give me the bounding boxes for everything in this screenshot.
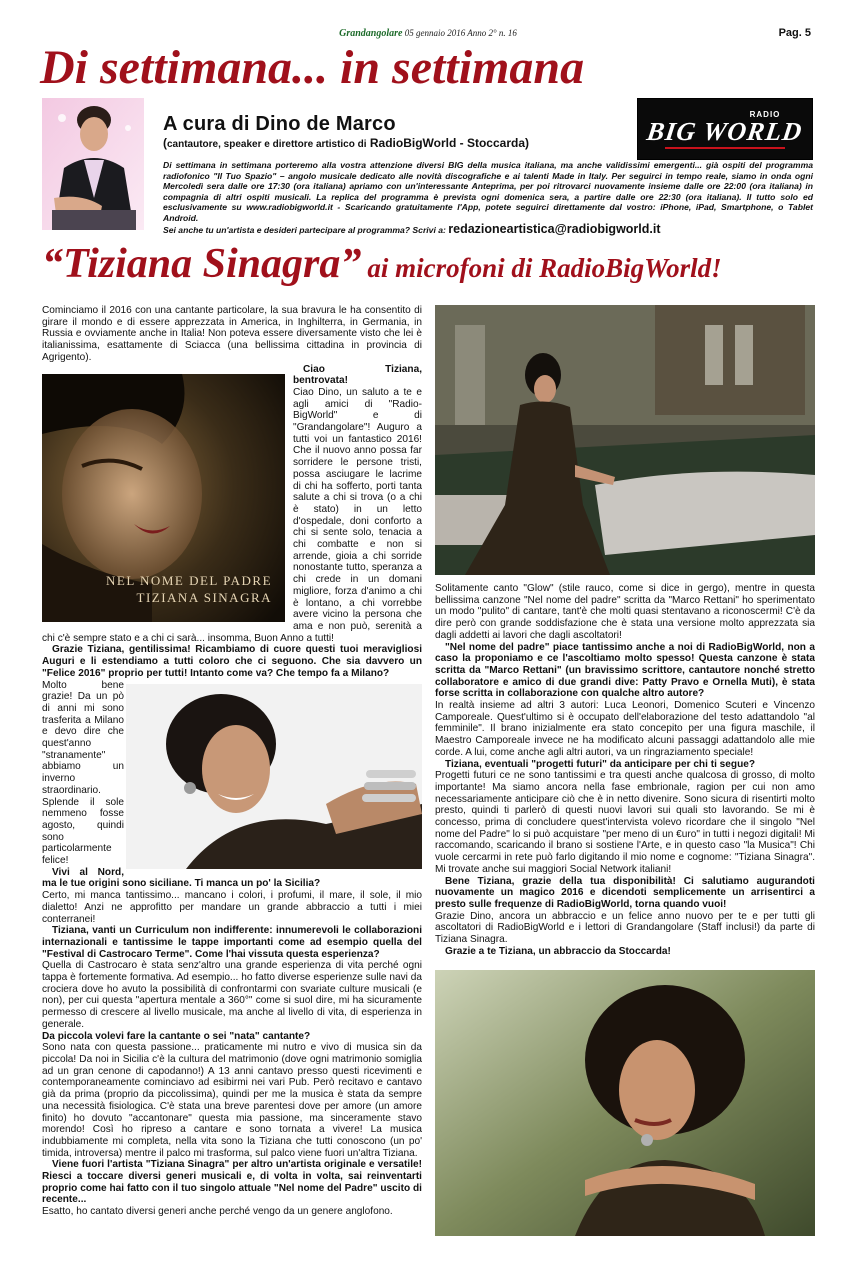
cd-cover-title <box>106 572 272 606</box>
article-column-left <box>42 305 422 1233</box>
article-paragraph: Cominciamo il 2016 con una cantante particolare, la sua bravura le ha consentito di girare il mondo e di essere apprezzata in America, in Inghilterra, in Germania, in Russia e ovviamente anche in Italia! Non poteva essere diversamente visto che lei è italianissima, esattamente di Sciacca (una bellissima cittadina in provincia di Agrigento). <box>42 305 422 363</box>
page-number: Pag. 5 <box>778 27 811 39</box>
host-role-paren: ( <box>163 136 167 150</box>
logo-radio-label: RADIO <box>749 109 781 119</box>
interview-question: Vivi al Nord, ma le tue origini sono siciliane. Ti manca un po' la Sicilia? <box>42 866 321 890</box>
cd-cover-image <box>42 374 285 622</box>
interview-question: Tiziana, vanti un Curriculum non indifferente: innumerevoli le collaborazioni internazionali e tantissime le tappe importanti come ad esempio quella del "Festival di Castrocaro Terme". Come l'hai vissuta questa esperienza? <box>42 925 422 960</box>
issue-info: 05 gennaio 2016 Anno 2° n. 16 <box>404 28 517 38</box>
interview-question: Grazie Tiziana, gentilissima! Ricambiamo di cuore questi tuoi meravigliosi Auguri e li estendiamo a tutti coloro che ci seguono. Che sia davvero un "Felice 2016" proprio per tutti! Intanto come va? Che tempo fa a Milano? <box>42 644 422 679</box>
interview-question: Ciao Tiziana, bentrovata! <box>293 363 422 387</box>
section-title: Di settimana... in settimana <box>40 41 585 94</box>
contact-text: Sei anche tu un'artista e desideri partecipare al programma? Scrivi a: <box>163 225 446 235</box>
host-photo <box>42 98 144 230</box>
cd-cover-line1: NEL NOME DEL PADRE <box>106 572 273 588</box>
interview-question: Viene fuori l'artista "Tiziana Sinagra" per altro un'artista originale e versatile! Riesci a toccare diversi generi musicali e, di volta in volta, sai reinventarti proprio come hai fatto con il tuo singolo attuale "Nel nome del Padre" uscito di recente... <box>42 1159 422 1206</box>
host-role <box>163 136 529 150</box>
cd-cover-line2: TIZIANA SINAGRA <box>136 589 273 605</box>
article-column-right <box>435 583 815 1003</box>
contact-line <box>163 222 813 236</box>
article-paragraph: Molto bene grazie! Da un pò di anni mi sono trasferita a Milano e devo dire che quest'anno "stranamente" abbiamo un inverno straordinario. Splende il sole nemmeno fosse agosto, quindi sono particolarmente felice! <box>42 679 124 867</box>
host-role-org: RadioBigWorld - Stoccarda) <box>369 136 529 150</box>
headline-artist: “Tiziana Sinagra” <box>42 241 362 287</box>
article-paragraph: Quella di Castrocaro è stata senz'altro una grande esperienza di vita perché ogni tappa è fortemente formativa. Ad esempio... ho fatto diverse esperienze sulle navi da crociera dove ho avuto la possibilità di confrontarmi con svariate culture musicali (e non), per cui questa "apertura mentale a 360°" come si suol dire, mi ha sicuramente permesso di crescere al livello musicale, ma anche al livello di vita, di esperienza in generale. <box>42 960 422 1030</box>
article-headline <box>42 240 722 288</box>
article-paragraph: Sono nata con questa passione... praticamente mi nutro e vivo di musica sin da piccola! Da noi in Sicilia c'è la cultura del matrimonio (dove ogni matrimonio somiglia ad un gran cenone di capodanno!) A 13 anni cantavo presso questi ricevimenti e contemporaneamente cominciavo ad esibirmi nei vari Pub. Però recitavo e cantavo già da prima (proprio da piccolissima), quindi per me la musica è stata da sempre una necessità fisiologica. C'è stata una breve parentesi dove per amore (un amore finito) ho dovuto "accantonare" questa mia passione, ma sinceramente stavo morendo! Così ho ripreso a cantare e sono tornata a vivere! La musica indubbiamente mi completa, nella vita sono la Tiziana che tutti conoscono (un po' timida, introversa) mentre il palco mi trasforma, sul palco viene fuori un'altra Tiziana. <box>42 1042 422 1159</box>
logo-underline <box>665 147 785 149</box>
logo-brand: BIG WORLD <box>645 116 805 146</box>
article-paragraph: Grazie Dino, ancora un abbraccio e un felice anno nuovo per te e per tutti gli ascoltatori di RadioBigWorld e i lettori di Grandangolare (Staff inclusi!) da parte di Tiziana Sinagra. <box>435 910 815 946</box>
host-role-text: cantautore, speaker e direttore artistico di <box>167 139 367 150</box>
headline-rest: ai microfoni di RadioBigWorld! <box>367 253 722 283</box>
photo-seated-garden <box>435 305 815 575</box>
interview-question: Tiziana, eventuali "progetti futuri" da anticipare per chi ti segue? <box>445 758 756 770</box>
article-paragraph: Certo, mi manca tantissimo... mancano i colori, i profumi, il mare, il sole, il mio dialetto! Anzi ne approfitto per mandare un grande abbraccio a tutti i miei conterranei! <box>42 890 422 925</box>
program-intro: Di settimana in settimana porteremo alla vostra attenzione diversi BIG della musica italiana, ma anche validissimi emergenti... già ospiti del programma radiofonico "Il Tuo Spazio" – angolo musicale dedicato alle novità discografiche e ai talenti Made in Italy. Per seguirci in tempo reale, siamo in onda ogni Mercoledì sera dalle ore 17:30 (ora italiana) apriamo con un'interessante Anteprima, per poi ritrovarci nuovamente insieme dalle ore 22:00 (ora italiana) in compagnia di altri ospiti musicali. La replica del programma è prevista ogni domenica sera, a partire dalle ore 22:30 (ora italiana). Il tutto solo ed esclusivamente su www.radiobigworld.it - Scaricando gratuitamente l'App, potete seguirci direttamente dal vostro: iPhone, iPad, Smartphone, o Tablet Android. <box>163 160 813 223</box>
contact-email[interactable]: redazioneartistica@radiobigworld.it <box>448 222 661 236</box>
interview-question: "Nel nome del padre" piace tantissimo anche a noi di RadioBigWorld, non a caso la proponiamo e ce l'ascoltiamo molto spesso! Questa canzone è stata scritta da "Marco Rettani" (un bravissimo scrittore, cantautore nonché stretto collaboratore e amico di due grandi dive: Patty Pravo e Ornella Muti), è stata forse scritta in collaborazione con qualche altro autore? <box>435 641 815 700</box>
host-name: A cura di Dino de Marco <box>163 113 396 135</box>
article-paragraph: Progetti futuri ce ne sono tantissimi e tra questi anche qualcosa di grosso, di molto importante! Ma siamo ancora nella fase embrionale, ragion per cui non amo necessariamente anticipare ciò che è in netto divenire. Sono sicura di risentirti molto presto, quindi ti parlerò di questi nuovi lavori sui quali sto lavorando. Se mi è concesso, prima di concludere quest'intervista volevo ricordare che il singolo "Nel nome del Padre" lo si può acquistare "per meno di un €uro" in tutti i negozi digitali! Mi raccomando, scaricando il brano si sostiene l'Arte, e in questo caso "la Musica"! Chi vuole cercarmi in rete può farlo digitando il mio nome e cognome: "Tiziana Sinagra". Mi trovate anche sui maggiori Social Network italiani! <box>435 770 815 875</box>
masthead <box>0 28 856 39</box>
interview-question: Bene Tiziana, grazie della tua disponibilità! Ci salutiamo augurandoti nuovamente un magico 2016 e dicendoti semplicemente un arrisentirci a presto sulle frequenze di RadioBigWorld, torna quando vuoi! <box>435 875 815 910</box>
article-paragraph: Ciao Dino, un saluto a te e agli amici di "Radio-BigWorld" e di "Grandangolare"! Auguro a tutti voi un fantastico 2016! Che il nuovo anno possa far sorridere le persone tristi, possa asciugare le lacrime di chi ha sofferto, porti tanta salute a chi si trova (o a chi è stato) in un letto d'ospedale, doni conforto a chi si sente solo, tenacia a chi combatte e non si arrende, gioia a chi sorride nonostante tutto, speranza a chi crede in un domani migliore, forza d'animo a chi è lontano, a chi vorrebbe avere vicino la persona che ama e non può, serenità a chi c'è sempre stato e a chi ci sarà... insomma, Buon Anno a tutti! <box>42 386 422 644</box>
article-paragraph: Solitamente canto "Glow" (stile rauco, come si dice in gergo), mentre in questa bellissima canzone "Nel nome del padre" scritta da "Marco Rettani" ho sperimentato un modo "pulito" di cantare, tant'è che molti quasi stentavano a riconoscermi! C'è da dire però con grande soddisfazione che è stata una versione molto apprezzata sia dagli addetti ai lavori che dagli ascoltatori! <box>435 583 815 641</box>
publication-name: Grandangolare <box>339 28 403 39</box>
portrait-smiling-image <box>126 684 422 869</box>
radiobigworld-logo <box>637 98 813 160</box>
interview-question: Da piccola volevi fare la cantante o sei "nata" cantante? <box>42 1030 311 1042</box>
interview-question: Grazie a te Tiziana, un abbraccio da Stoccarda! <box>445 945 671 957</box>
photo-portrait-outdoor <box>435 970 815 1236</box>
article-paragraph: In realtà insieme ad altri 3 autori: Luca Leonori, Domenico Scuteri e Vincenzo Camporeale. Quest'ultimo si è occupato dell'elaborazione del testo adattandolo "al femminile". Il brano inizialmente era stato concepito per una figura maschile, il Maestro Camporeale invece ne ha modificato alcuni passaggi adattandolo alle mie corde. A lui, come anche agli altri autori, va un ringraziamento speciale! <box>435 700 815 758</box>
article-paragraph: Esatto, ho cantato diversi generi anche perché vengo da un genere anglofono. <box>42 1206 393 1218</box>
